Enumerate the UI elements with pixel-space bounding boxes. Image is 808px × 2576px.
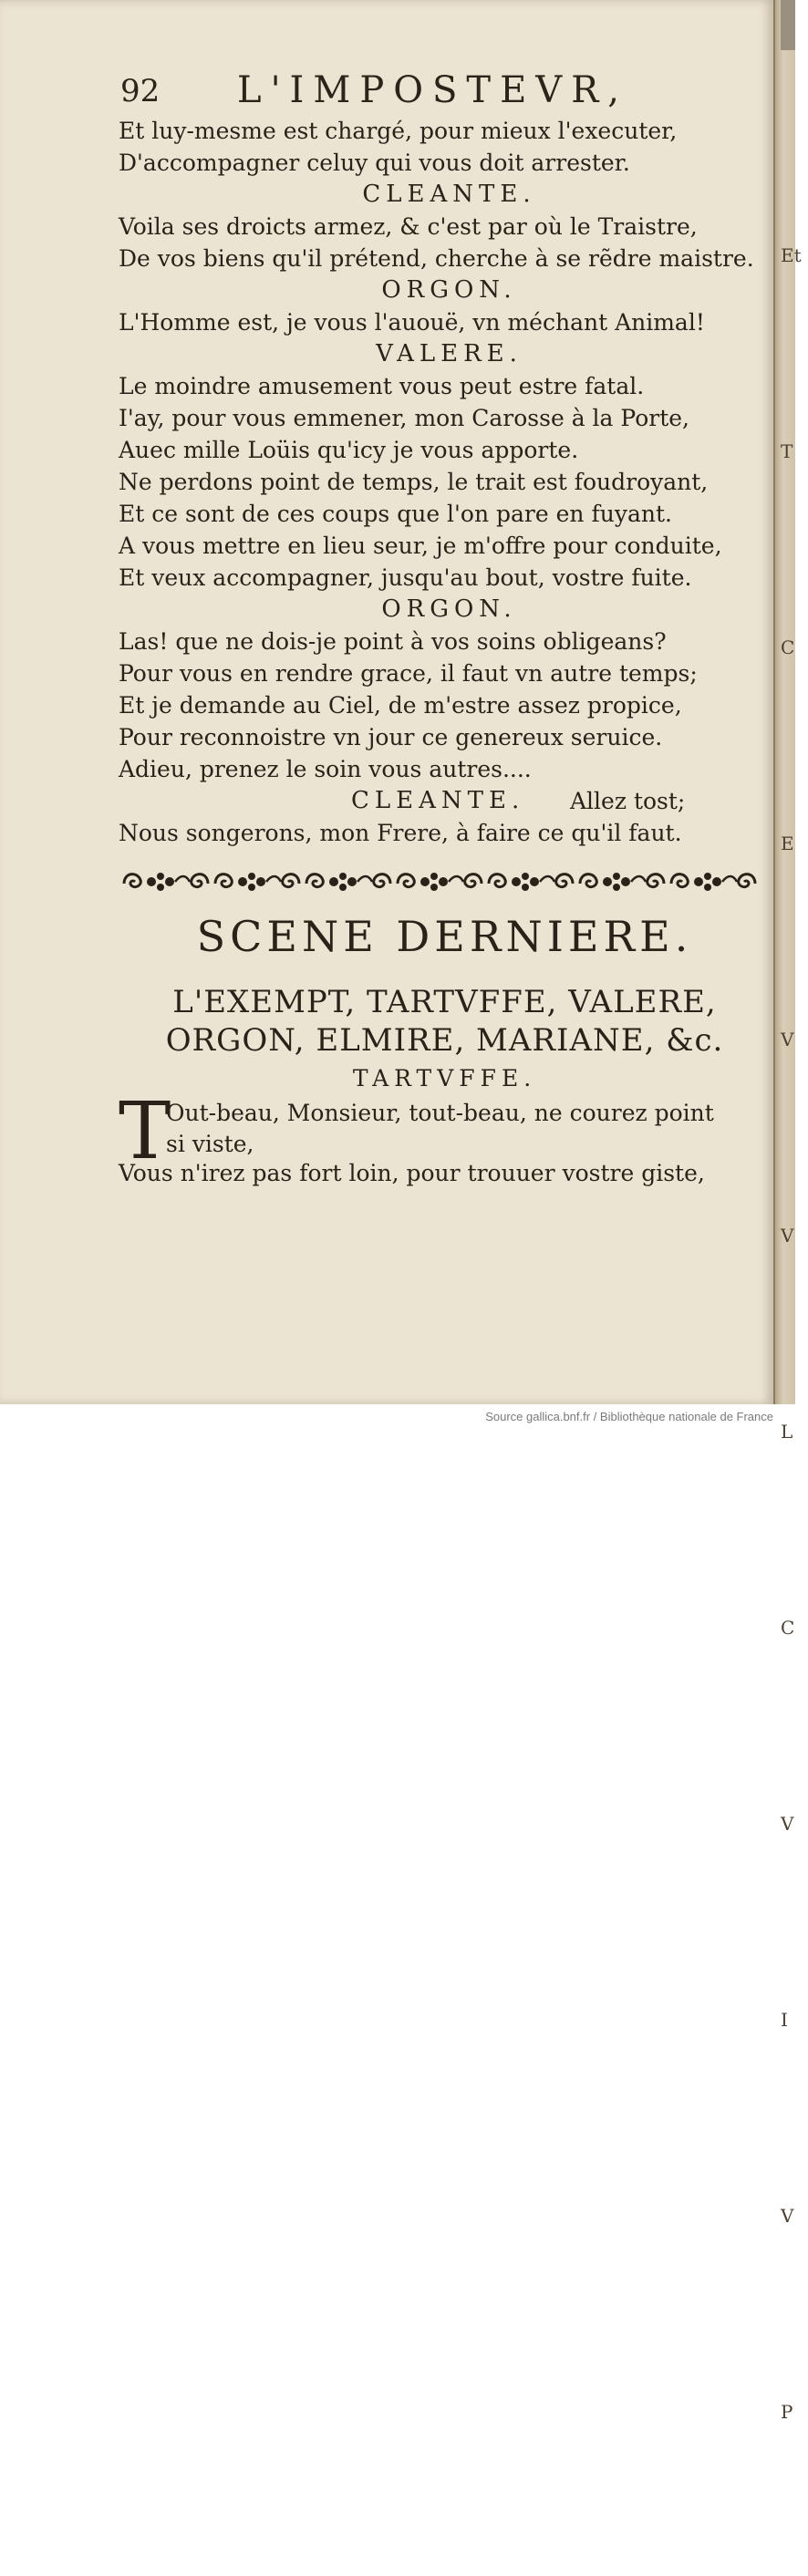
verse-line: Et je demande au Ciel, de m'estre assez propice, [119,692,682,719]
fragment-letter: V [781,1029,794,1050]
verse-line: L'Homme est, je vous l'auouë, vn méchant Animal! [119,309,705,336]
fragment-letter: V [781,1813,794,1835]
fragment-letter: L [781,1421,793,1443]
verse-line: Le moindre amusement vous peut estre fatal. [119,373,645,399]
verse-line: si viste, [166,1131,254,1157]
scene-title: SCENE DERNIERE. [196,912,693,961]
verse-line: Et luy-mesme est chargé, pour mieux l'executer, [119,118,678,144]
verse-line-continuation: Allez tost; [570,788,686,814]
cast-line: ORGON, ELMIRE, MARIANE, &c. [165,1022,724,1059]
verse-line: Et veux accompagner, jusqu'au bout, vostre fuite. [119,564,692,591]
fragment-letter: V [781,1225,794,1247]
speaker-tartuffe: TARTVFFE. [352,1065,537,1091]
source-credit: Source gallica.bnf.fr / Bibliothèque nationale de France [485,1410,773,1423]
speaker-valere: VALERE. [376,340,523,367]
cast-list [119,983,771,1060]
running-head [120,69,759,115]
drop-cap: T [119,1086,171,1177]
verse-line: D'accompagner celuy qui vous doit arrester. [119,150,630,176]
verse-line: Out-beau, Monsieur, tout-beau, ne courez point [166,1100,714,1126]
cast-line: L'EXEMPT, TARTVFFE, VALERE, [172,984,717,1020]
fragment-letter: P [781,2401,793,2423]
verse-line: Pour vous en rendre grace, il faut vn autre temps; [119,660,698,687]
fragment-letter: T [781,440,793,462]
adjacent-page-edge [775,0,802,2423]
verse-line: A vous mettre en lieu seur, je m'offre pour conduite, [119,533,722,559]
verse-line: Nous songerons, mon Frere, à faire ce qu'il faut. [119,820,682,846]
verse-text-tartuffe [166,1098,714,1160]
speaker-orgon: ORGON. [381,276,517,304]
verse-line: Et ce sont de ces coups que l'on pare en fuyant. [119,501,672,527]
verse-line: Vous n'irez pas fort loin, pour trouuer vostre giste, [119,1160,705,1186]
verse-text [119,115,771,849]
speaker-cleante-inline [119,785,771,817]
verse-line: De vos biens qu'il prétend, cherche à se rẽdre maistre. [119,245,754,272]
fragment-letter: C [781,1617,795,1639]
verse-line: Voila ses droicts armez, & c'est par où le Traistre, [119,213,698,240]
binding-clip [781,0,795,50]
fleuron-ornament [120,864,759,900]
page-number: 92 [120,73,161,109]
fragment-letter: C [781,636,795,658]
verse-line: Pour reconnoistre vn jour ce genereux seruice. [119,724,663,750]
verse-line: Auec mille Loüis qu'icy je vous apporte. [119,437,579,463]
fragment-letter: E [781,833,794,854]
fragment-letter: V [781,2205,794,2227]
verse-line: Adieu, prenez le soin vous autres.... [119,756,532,782]
fragment-letter: I [781,2009,788,2031]
speaker-cleante: CLEANTE. [351,787,525,814]
verse-line: I'ay, pour vous emmener, mon Carosse à la Porte, [119,405,689,431]
speaker-orgon: ORGON. [381,595,517,623]
verse-line: Las! que ne dois-je point à vos soins obligeans? [119,628,667,655]
verse-line: Ne perdons point de temps, le trait est foudroyant, [119,469,709,495]
adjacent-page-fragments [781,0,808,2576]
running-title: L'IMPOSTEVR, [237,69,629,111]
fragment-letter: Et [781,244,802,266]
speaker-cleante: CLEANTE. [362,181,536,208]
